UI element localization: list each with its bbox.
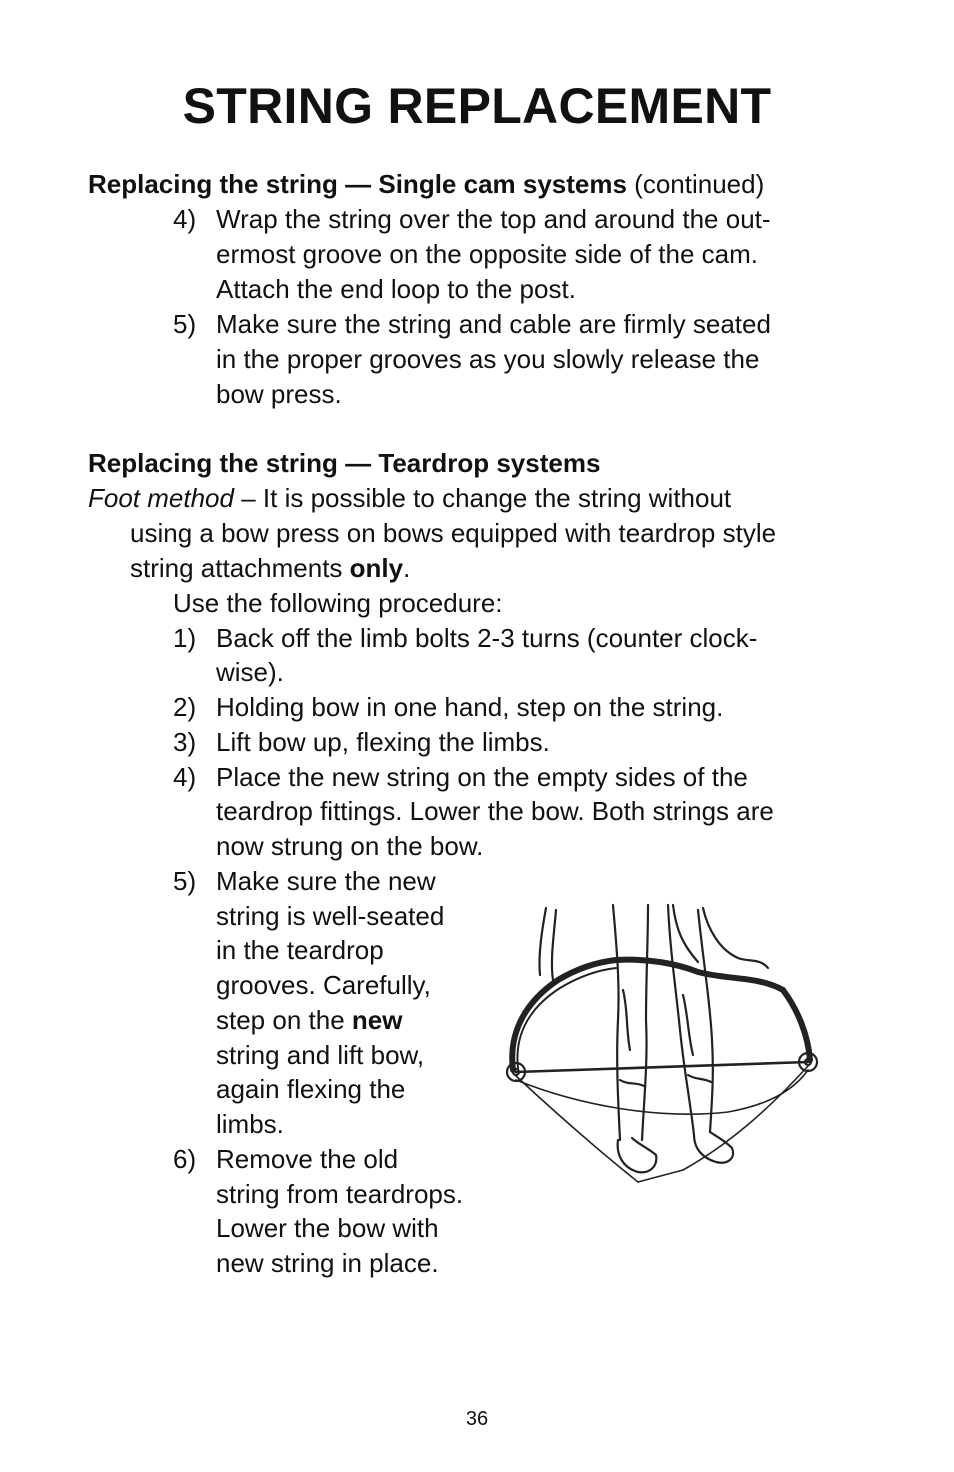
step-text-line: ermost groove on the opposite side of the cam. xyxy=(216,239,758,269)
step-text-line: limbs. xyxy=(216,1109,284,1139)
step-text-line: again flexing the xyxy=(216,1074,406,1104)
step-text-line: bow press. xyxy=(216,379,342,409)
step-text-line: Make sure the string and cable are firmly seated xyxy=(216,309,771,339)
page-number: 36 xyxy=(465,1408,489,1430)
step-number: 2) xyxy=(173,692,197,722)
step-number: 1) xyxy=(173,623,197,653)
intro-text: string attachments xyxy=(130,553,350,583)
section-heading-teardrop: Replacing the string — Teardrop systems xyxy=(88,448,601,478)
step-text-line: in the teardrop xyxy=(216,935,384,965)
step-text-line: string from teardrops. xyxy=(216,1179,464,1209)
step-text-line: teardrop fittings. Lower the bow. Both strings are xyxy=(216,796,774,826)
step-number: 4) xyxy=(173,762,197,792)
section-heading-bold: Replacing the string — Single cam systems xyxy=(88,169,627,199)
step-text-line: Remove the old xyxy=(216,1144,399,1174)
intro-text: – It is possible to change the string without xyxy=(233,483,732,513)
step-text-line: string is well-seated xyxy=(216,901,445,931)
step-text-line: now strung on the bow. xyxy=(216,831,484,861)
step-text-line: Place the new string on the empty sides of the xyxy=(216,762,748,792)
step-text-line: Lower the bow with xyxy=(216,1213,439,1243)
intro-line xyxy=(88,481,731,516)
step-text-line: Lift bow up, flexing the limbs. xyxy=(216,727,550,757)
intro-text: . xyxy=(403,553,411,583)
page-title: STRING REPLACEMENT xyxy=(182,78,772,134)
step-number: 5) xyxy=(173,866,197,896)
step-text-line: string and lift bow, xyxy=(216,1040,425,1070)
bow-stringing-illustration xyxy=(498,900,828,1220)
step-text-line: in the proper grooves as you slowly release the xyxy=(216,344,760,374)
step-text-line: Back off the limb bolts 2-3 turns (counter clock- xyxy=(216,623,758,653)
step-number: 3) xyxy=(173,727,197,757)
step-text-line: Wrap the string over the top and around the out- xyxy=(216,204,771,234)
foot-method-label: Foot method xyxy=(88,483,234,513)
step-text-line: wise). xyxy=(216,657,284,687)
step-number: 4) xyxy=(173,204,197,234)
procedure-label: Use the following procedure: xyxy=(173,588,503,618)
step-text: step on the xyxy=(216,1005,352,1035)
step-number: 5) xyxy=(173,309,197,339)
step-text-line: Make sure the new xyxy=(216,866,436,896)
step-text-line: grooves. Carefully, xyxy=(216,970,431,1000)
intro-line: using a bow press on bows equipped with teardrop style xyxy=(130,518,777,548)
step-number: 6) xyxy=(173,1144,197,1174)
step-text-line: new string in place. xyxy=(216,1248,439,1278)
emphasis-only: only xyxy=(349,553,404,583)
emphasis-new: new xyxy=(351,1005,403,1035)
step-text-line: Holding bow in one hand, step on the string. xyxy=(216,692,724,722)
section-heading-single-cam xyxy=(88,167,764,202)
step-text-line xyxy=(216,1003,402,1038)
intro-line xyxy=(130,551,410,586)
section-heading-continued: (continued) xyxy=(626,169,765,199)
step-text-line: Attach the end loop to the post. xyxy=(216,274,576,304)
